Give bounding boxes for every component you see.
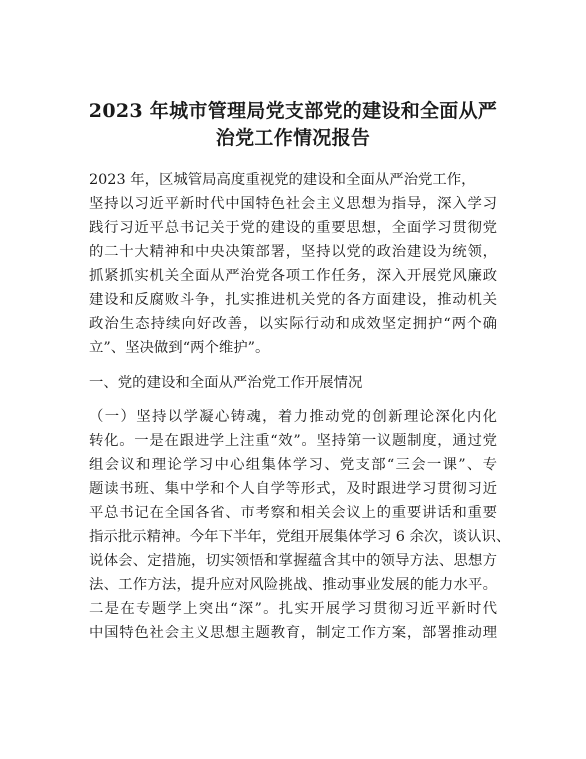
paragraph-line: 践行习近平总书记关于党的建设的重要思想，全面学习贯彻党	[89, 220, 497, 236]
paragraph-line: 立”、坚决做到“两个维护”。	[89, 340, 270, 356]
paragraph-line: 说体会、定措施，切实领悟和掌握蕴含其中的领导方法、思想方	[89, 553, 497, 569]
paragraph-line: 组会议和理论学习中心组集体学习、党支部“三会一课”、专	[89, 457, 497, 473]
paragraph-line: 转化。一是在跟进学上注重“效”。坚持第一议题制度，通过党	[89, 433, 497, 449]
paragraph-line: 题读书班、集中学和个人自学等形式，及时跟进学习贯彻习近	[89, 481, 497, 497]
paragraph-line: 2023 年，区城管局高度重视党的建设和全面从严治党工作，	[89, 172, 476, 188]
section-heading: 一、党的建设和全面从严治党工作开展情况	[89, 375, 363, 391]
paragraph-line: 抓紧抓实机关全面从严治党各项工作任务，深入开展党风廉政	[89, 268, 497, 284]
paragraph-line: 的二十大精神和中央决策部署，坚持以党的政治建设为统领，	[89, 244, 497, 260]
title-line: 治党工作情况报告	[215, 127, 371, 149]
paragraph-line: 建设和反腐败斗争，扎实推进机关党的各方面建设，推动机关	[89, 292, 497, 308]
document-title	[60, 98, 526, 152]
paragraph-line: 法、工作方法，提升应对风险挑战、推动事业发展的能力水平。	[89, 577, 497, 593]
paragraph-line: 二是在专题学上突出“深”。扎实开展学习贯彻习近平新时代	[89, 601, 497, 617]
title-line: 2023 年城市管理局党支部党的建设和全面从严	[88, 100, 498, 122]
paragraph-line: 指示批示精神。今年下半年，党组开展集体学习 6 余次，谈认识、	[89, 529, 511, 545]
paragraph-line: 平总书记在全国各省、市考察和相关会议上的重要讲话和重要	[89, 505, 497, 521]
paragraph-line: 坚持以习近平新时代中国特色社会主义思想为指导，深入学习	[89, 196, 497, 212]
paragraph-line: 中国特色社会主义思想主题教育，制定工作方案，部署推动理	[89, 625, 497, 641]
paragraph-line: （一）坚持以学凝心铸魂，着力推动党的创新理论深化内化	[89, 409, 497, 425]
paragraph-line: 政治生态持续向好改善，以实际行动和成效坚定拥护“两个确	[89, 316, 497, 332]
